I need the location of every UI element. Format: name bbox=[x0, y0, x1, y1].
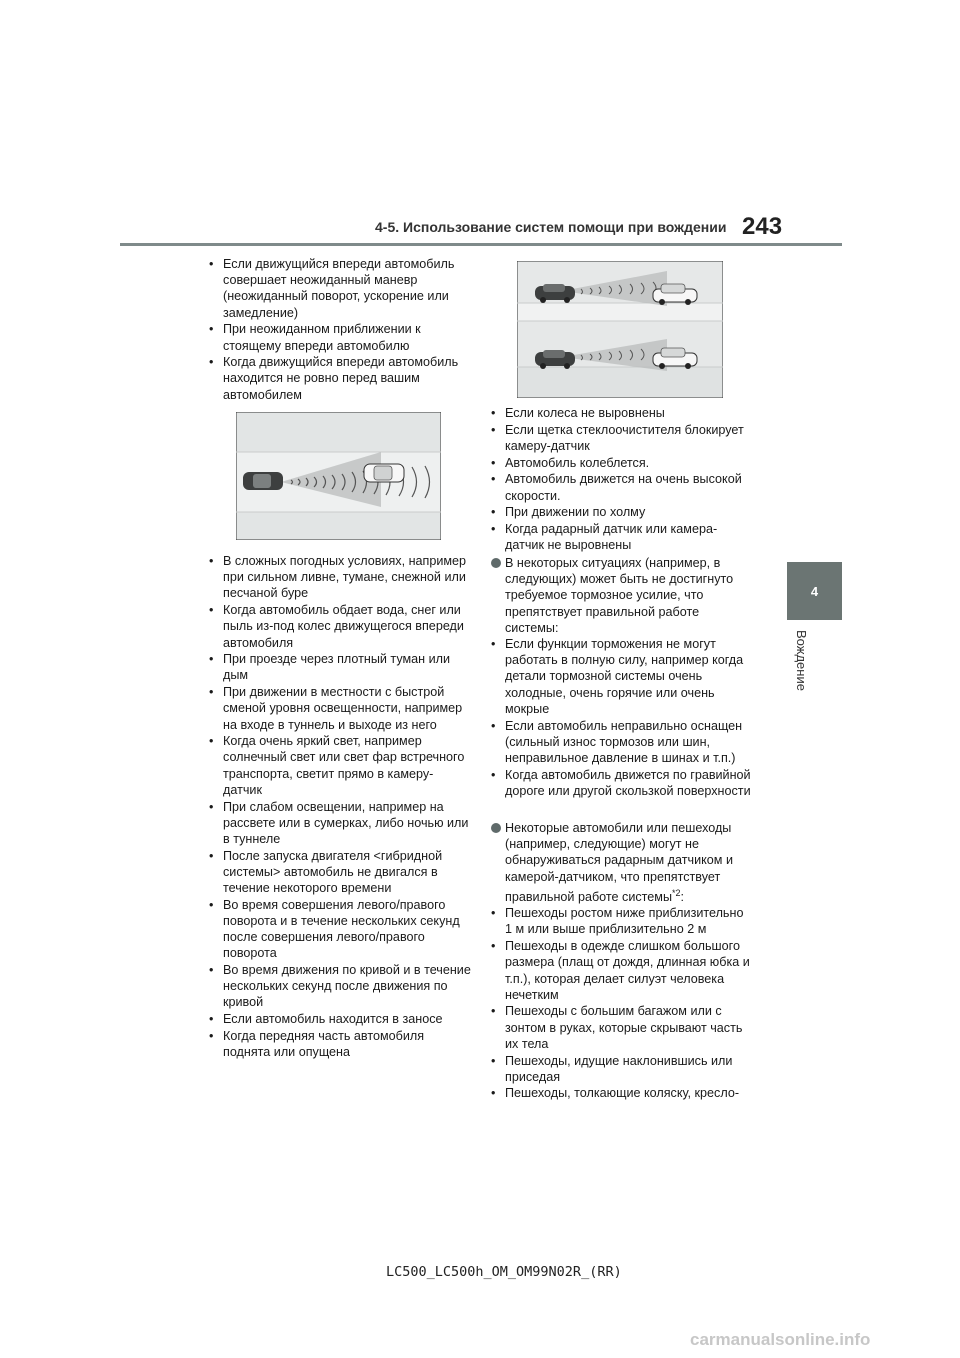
list-item: • Если автомобиль неправильно оснащен (сильный износ тормозов или шин, неправильное давление в шинах и т.п.) bbox=[491, 718, 753, 767]
chapter-label: Вождение bbox=[794, 630, 809, 691]
list-item: • Когда передняя часть автомобиля поднята или опущена bbox=[209, 1028, 471, 1060]
list-item: • Пешеходы с большим багажом или с зонтом в руках, которые скрывают часть их тела bbox=[491, 1003, 753, 1052]
list-item: • Когда радарный датчик или камера-датчик не выровнены bbox=[491, 521, 753, 553]
note-bullet-icon bbox=[491, 823, 501, 833]
list-item: • При движении в местности с быстрой сменой уровня освещенности, например на входе в туннель и выходе из него bbox=[209, 684, 471, 733]
list-item: • Автомобиль движется на очень высокой скорости. bbox=[491, 471, 753, 503]
list-item: • Пешеходы, толкающие коляску, кресло- bbox=[491, 1085, 753, 1101]
list-item: • Пешеходы ростом ниже приблизительно 1 м или выше приблизительно 2 м bbox=[491, 905, 753, 937]
page-number: 243 bbox=[742, 213, 783, 240]
list-item: • Если автомобиль находится в заносе bbox=[209, 1011, 471, 1027]
list-item: • Когда автомобиль движется по гравийной дороге или другой скользкой поверхности bbox=[491, 767, 753, 799]
list-item: • После запуска двигателя <гибридной системы> автомобиль не двигался в течение некоторого времени bbox=[209, 848, 471, 897]
radar-detection-illustration-single bbox=[236, 412, 441, 540]
list-item: • Пешеходы, идущие наклонившись или приседая bbox=[491, 1053, 753, 1085]
list-item: • Во время совершения левого/правого поворота и в течение нескольких секунд после совершения левого/правого поворота bbox=[209, 897, 471, 962]
list-item: • Автомобиль колеблется. bbox=[491, 455, 753, 471]
right-bullets-top bbox=[491, 405, 753, 554]
document-code: LC500_LC500h_OM_OM99N02R_(RR) bbox=[386, 1264, 622, 1280]
list-item: • Если колеса не выровнены bbox=[491, 405, 753, 421]
list-item: • При проезде через плотный туман или дым bbox=[209, 651, 471, 683]
note-braking bbox=[491, 555, 753, 800]
header-rule bbox=[120, 243, 842, 246]
section-title: 4-5. Использование систем помощи при вождении bbox=[375, 219, 727, 235]
list-item: • Если движущийся впереди автомобиль совершает неожиданный маневр (неожиданный поворот, ускорение или замедление) bbox=[209, 256, 471, 321]
left-bullets-top bbox=[209, 256, 471, 403]
chapter-number: 4 bbox=[810, 584, 819, 599]
list-item: • Если щетка стеклоочистителя блокирует камеру-датчик bbox=[491, 422, 753, 454]
left-bullets-bottom bbox=[209, 553, 471, 1061]
list-item: • Если функции торможения не могут работать в полную силу, например когда детали тормозной системы очень холодные, очень горячие или очень мокрые bbox=[491, 636, 753, 717]
note-bullet-icon bbox=[491, 558, 501, 568]
list-item: • Пешеходы в одежде слишком большого размера (плащ от дождя, длинная юбка и т.п.), которая делает силуэт человека нечетким bbox=[491, 938, 753, 1003]
note-detection-text: Некоторые автомобили или пешеходы (например, следующие) могут не обнаруживаться радарным датчиком и камерой-датчиком, что препятствует правильной работе системы bbox=[505, 821, 733, 904]
note-detection-tail: : bbox=[680, 890, 685, 904]
list-item: • Когда очень яркий свет, например солнечный свет или свет фар встречного транспорта, светит прямо в камеру-датчик bbox=[209, 733, 471, 798]
list-item: • Когда движущийся впереди автомобиль находится не ровно перед вашим автомобилем bbox=[209, 354, 471, 403]
note-detection bbox=[491, 820, 753, 1102]
footnote-ref[interactable]: *2 bbox=[672, 887, 681, 898]
lead-car bbox=[364, 464, 404, 482]
list-item: • При слабом освещении, например на рассвете или в сумерках, либо ночью или в туннеле bbox=[209, 799, 471, 848]
list-item: • При движении по холму bbox=[491, 504, 753, 520]
list-item: • Когда автомобиль обдает вода, снег или пыль из-под колес движущегося впереди автомобиля bbox=[209, 602, 471, 651]
chapter-tab[interactable] bbox=[787, 562, 842, 620]
list-item: • В сложных погодных условиях, например при сильном ливне, тумане, снежной или песчаной буре bbox=[209, 553, 471, 602]
radar-detection-illustration-double bbox=[517, 261, 723, 398]
note-braking-text: В некоторых ситуациях (например, в следующих) может быть не достигнуто требуемое тормозное усилие, что препятствует правильной работе системы: bbox=[505, 556, 734, 635]
watermark: carmanualsonline.info bbox=[690, 1330, 871, 1349]
own-car bbox=[243, 472, 283, 490]
list-item: • Во время движения по кривой и в течение нескольких секунд после движения по кривой bbox=[209, 962, 471, 1011]
list-item: • При неожиданном приближении к стоящему впереди автомобилю bbox=[209, 321, 471, 353]
